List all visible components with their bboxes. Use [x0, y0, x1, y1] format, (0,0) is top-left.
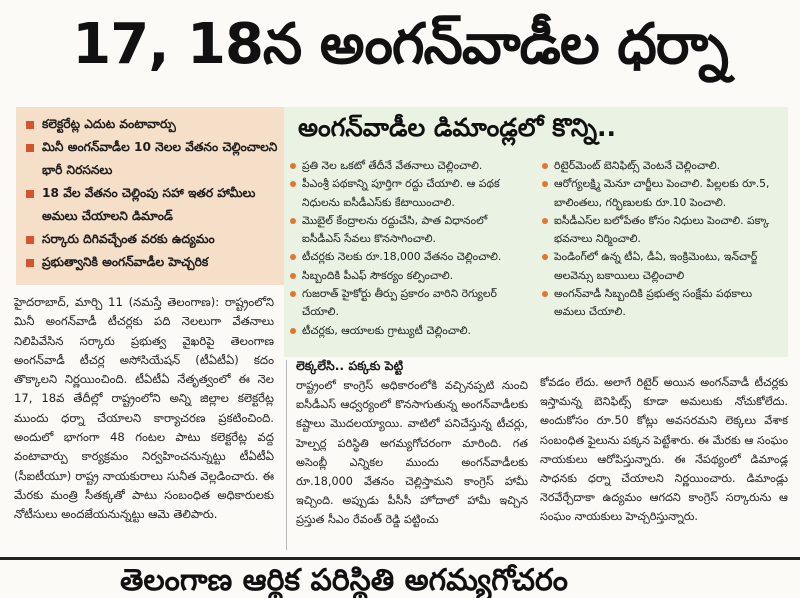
dot-bullet-icon	[290, 254, 296, 260]
highlight-item: సర్కారు దిగివచ్చేంత వరకు ఉద్యమం	[24, 228, 278, 251]
dot-bullet-icon	[290, 291, 296, 297]
dot-bullet-icon	[542, 163, 548, 169]
square-bullet-icon	[26, 236, 34, 244]
bottom-rule	[0, 557, 800, 560]
next-article-headline: తెలంగాణ ఆర్థిక పరిస్థితి అగమ్యగోచరం	[120, 563, 568, 598]
demands-box	[284, 107, 788, 357]
dot-bullet-icon	[290, 218, 296, 224]
sub-heading: లెక్కలేసి.. పక్కకు పెట్టి	[296, 358, 404, 373]
square-bullet-icon	[26, 144, 34, 152]
article-body-left: హైదరాబాద్, మార్చి 11 (నమస్తే తెలంగాణ): రాష్ట్రంలోని మినీ అంగన్‌వాడీ టీచర్లకు పది నెలలుగా వేతనాలు నిలిపివేసిన సర్కారు ప్రభుత్వ వైఖరిపై తెలంగాణ అంగన్‌వాడీ టీచర్ల అసోసియేషన్ (టీఏటీఏ) కదం తొక్కాలని నిర్ణయించింది. టీఏటీఏ నేతృత్వంలో ఈ నెల 17, 18వ తేదీల్లో రాష్ట్రంలోని అన్ని జిల్లాల కలెక్టరేట్ల ముందు ధర్నా చేయాలని కార్యాచరణ ప్రకటించింది. అందులో భాగంగా 48 గంటల పాటు కలెక్టరేట్ల వద్ద వంటావార్పు కార్యక్రమం నిర్వహించనున్నట్టు టీఏటీఏ (సీఐటీయూ) రాష్ట్ర నాయకురాలు సునీత వెల్లడించారు. ఈ మేరకు మంత్రి సీతక్కతో పాటు సంబంధిత అధికారులకు నోటీసులు అందజేయనున్నట్టు ఆమె తెలిపారు.	[14, 295, 274, 522]
article-body-middle: రాష్ట్రంలో కాంగ్రెస్ అధికారంలోకి వచ్చినప్పటి నుంచి ఐసీడీఎస్ ఆధ్వర్యంలో కొనసాగుతున్న అంగన్‌వాడీలకు కష్టాలు మొదలయ్యాయి. వాటిలో పనిచేస్తున్న టీచర్లు, హెల్పర్ల పరిస్థితి అగమ్యగోచరంగా మారింది. గత అసెంబ్లీ ఎన్నికల ముందు అంగన్‌వాడీలకు రూ.18,000 వేతనం చెల్లిస్తామని కాంగ్రెస్ హామీ ఇచ్చింది. అప్పుడు పీసీసీ హోదాలో హామీ ఇచ్చిన ప్రస్తుత సీఎం రేవంత్ రెడ్డి పట్టించు	[296, 379, 528, 527]
square-bullet-icon	[26, 259, 34, 267]
headline: 17, 18న అంగన్‌వాడీల ధర్నా	[72, 11, 728, 77]
highlight-item: మినీ అంగన్‌వాడీల 10 నెలల వేతనం చెల్లించాలని భారీ నిరసనలు	[24, 136, 278, 182]
highlight-item: 18 వేల వేతనం చెల్లింపు సహా ఇతర హామీలు అమలు చేయాలని డిమాండ్	[24, 182, 278, 228]
dot-bullet-icon	[290, 273, 296, 279]
column-divider	[286, 360, 287, 550]
demand-item: అంగన్‌వాడీ సిబ్బందికి ప్రభుత్వ సంక్షేమ పథకాలు అమలు చేయాలి.	[542, 285, 782, 322]
demand-item: టీచర్లకు నెలకు రూ.18,000 వేతనం చెల్లించాలి.	[290, 248, 528, 266]
demand-item: ఐసీడీఎస్‌ల బలోపేతం కోసం నిధులు పెంచాలి. పక్కా భవనాలు నిర్మించాలి.	[542, 212, 782, 249]
dot-bullet-icon	[290, 328, 296, 334]
demands-title: అంగన్‌వాడీల డిమాండ్లలో కొన్ని..	[298, 113, 616, 142]
dot-bullet-icon	[290, 163, 296, 169]
demand-item: రిటైర్‌మెంట్ బెనిఫిట్స్ వెంటనే చెల్లించాలి.	[542, 157, 782, 175]
square-bullet-icon	[26, 190, 34, 198]
demand-item: సిబ్బందికి పీఎఫ్ సౌకర్యం కల్పించాలి.	[290, 267, 528, 285]
demands-right-column	[542, 157, 782, 322]
demands-left-column	[290, 157, 528, 340]
demand-item: పీఎంశ్రీ పథకాన్ని పూర్తిగా రద్దు చేయాలి. ఆ పథక నిధులను ఐసీడీఎస్‌కు కేటాయించాలి.	[290, 175, 528, 212]
dot-bullet-icon	[542, 181, 548, 187]
highlight-item: ప్రభుత్వానికి అంగన్‌వాడీల హెచ్చరిక	[24, 251, 278, 274]
demand-item: గుజరాత్ హైకోర్టు తీర్పు ప్రకారం వారిని రెగ్యులర్ చేయాలి.	[290, 285, 528, 322]
highlights-box	[16, 107, 286, 285]
demand-item: ఆరోగ్యలక్ష్మి మెనూ చార్జీలు పెంచాలి. పిల్లలకు రూ.5, బాలింతలు, గర్భిణులకు రూ.10 పెంచాలి.	[542, 175, 782, 212]
highlight-item: కలెక్టరేట్ల ఎదుట వంటావార్పు	[24, 113, 278, 136]
demand-item: టీచర్లకు, ఆయాలకు గ్రాట్యుటీ చెల్లించాలి.	[290, 322, 528, 340]
dot-bullet-icon	[542, 218, 548, 224]
article-body-right: కోవడం లేదు. అలాగే రిటైర్ అయిన అంగన్‌వాడీ టీచర్లకు ఇస్తామన్న బెనిఫిట్స్ కూడా అమలుకు నోచుకోలేదు. అందుకోసం రూ.50 కోట్లు అవసరమని లెక్కలు వేశాక సంబంధిత ఫైలును పక్కన పెట్టేశారు. ఈ మేరకు ఆ సంఘం నాయకులు ఆరోపిస్తున్నారు. ఈ నేపథ్యంలో డిమాండ్ల సాధనకు ధర్నా చేయాలని నిర్ణయించారు. డిమాండ్లు నెరవేర్చేదాకా ఉద్యమం ఆగదని కాంగ్రెస్ సర్కారును ఆ సంఘం నాయకులు హెచ్చరిస్తున్నారు.	[540, 376, 788, 524]
dot-bullet-icon	[542, 291, 548, 297]
demand-item: పెండింగ్‌లో ఉన్న టీఏ, డీఏ, ఇంక్రిమెంటు, ఇన్‌చార్జ్ అలవెన్సు బకాయిలు చెల్లించాలి	[542, 248, 782, 285]
square-bullet-icon	[26, 121, 34, 129]
demand-item: మొబైల్ కేంద్రాలను రద్దుచేసి, పాత విధానంలో ఐసీడీఎస్ సేవలు కొనసాగించాలి.	[290, 212, 528, 249]
dot-bullet-icon	[542, 254, 548, 260]
demand-item: ప్రతి నెల ఒకటో తేదీనే వేతనాలు చెల్లించాలి.	[290, 157, 528, 175]
dot-bullet-icon	[290, 181, 296, 187]
